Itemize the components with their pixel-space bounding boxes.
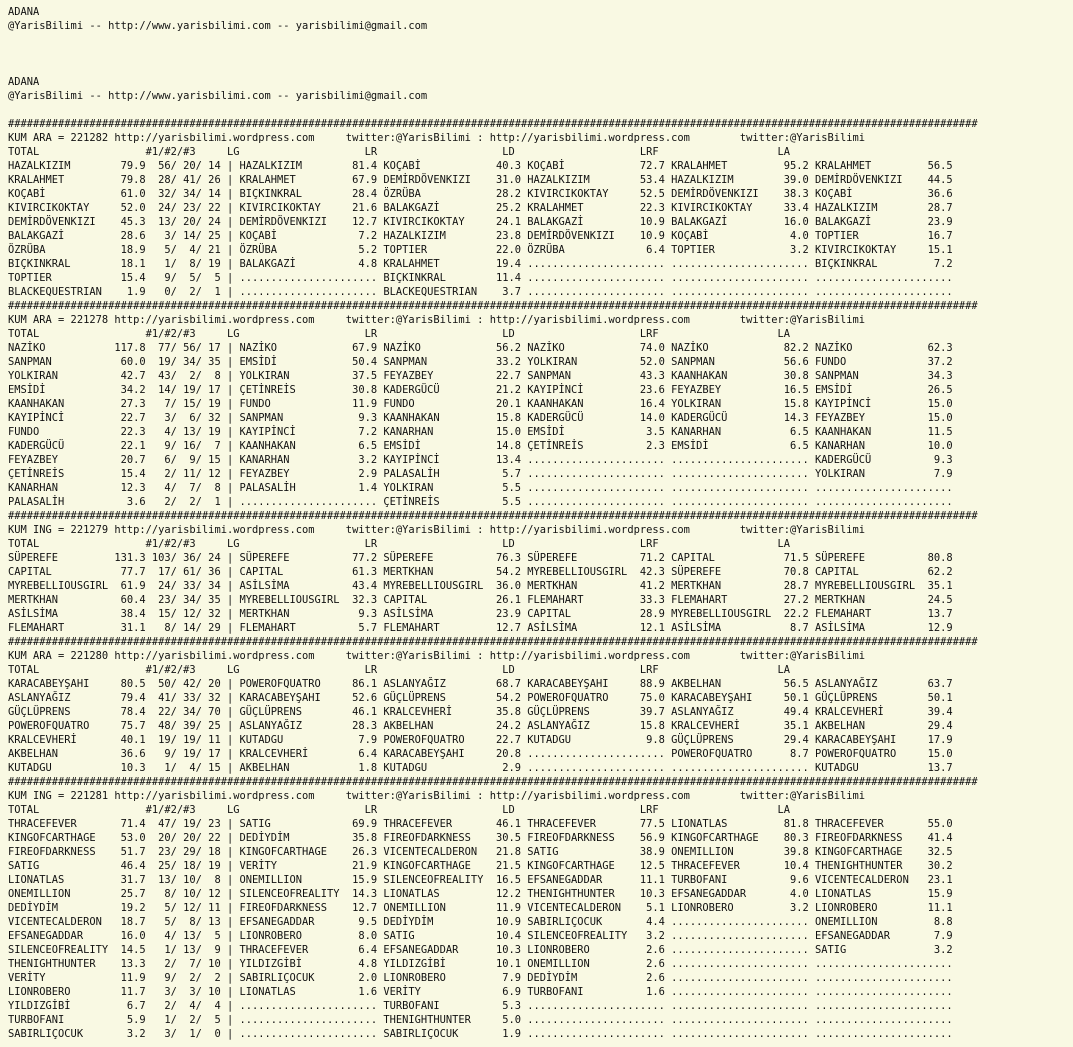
table-row: EMSİDİ 34.2 14/ 19/ 17 | ÇETİNREİS 30.8 KADERGÜCÜ 21.2 KAYIPİNCİ 23.6 FEYAZBEY 16.5 EMSİDİ 26.5	[8, 384, 953, 396]
table-row: KIVIRCIKOKTAY 52.0 24/ 23/ 22 | KIVIRCIKOKTAY 21.6 BALAKGAZİ 25.2 KRALAHMET 22.3 KIVIRCIKOKTAY 33.4 HAZALKIZIM 28.7	[8, 202, 953, 214]
table-row: LIONATLAS 31.7 13/ 10/ 8 | ONEMILLION 15.9 SILENCEOFREALITY 16.5 EFSANEGADDAR 11.1 TURBOFANI 9.6 VICENTECALDERON 23.1	[8, 874, 953, 886]
table-row: SILENCEOFREALITY 14.5 1/ 13/ 9 | THRACEFEVER 6.4 EFSANEGADDAR 10.3 LIONROBERO 2.6 ...................... SATIG 3.2	[8, 944, 953, 956]
table-row: THENIGHTHUNTER 13.3 2/ 7/ 10 | YILDIZGİBİ 4.8 YILDIZGİBİ 10.1 ONEMILLION 2.6 ...................... ......................	[8, 958, 953, 970]
table-row: SANPMAN 60.0 19/ 34/ 35 | EMSİDİ 50.4 SANPMAN 33.2 YOLKIRAN 52.0 SANPMAN 56.6 FUNDO 37.2	[8, 356, 953, 368]
table-row: THRACEFEVER 71.4 47/ 19/ 23 | SATIG 69.9 THRACEFEVER 46.1 THRACEFEVER 77.5 LIONATLAS 81.8 THRACEFEVER 55.0	[8, 818, 953, 830]
race-title: KUM ARA = 221282 http://yarisbilimi.wordpress.com twitter:@YarisBilimi : http://yarisbilimi.wordpress.com twitter:@YarisBilimi	[8, 132, 866, 144]
table-row: FIREOFDARKNESS 51.7 23/ 29/ 18 | KINGOFCARTHAGE 26.3 VICENTECALDERON 21.8 SATIG 38.9 ONEMILLION 39.8 KINGOFCARTHAGE 32.5	[8, 846, 953, 858]
table-row: NAZİKO 117.8 77/ 56/ 17 | NAZİKO 67.9 NAZİKO 56.2 NAZİKO 74.0 NAZİKO 82.2 NAZİKO 62.3	[8, 342, 953, 354]
race-title: KUM ING = 221279 http://yarisbilimi.wordpress.com twitter:@YarisBilimi : http://yarisbilimi.wordpress.com twitter:@YarisBilimi	[8, 524, 866, 536]
table-row: LIONROBERO 11.7 3/ 3/ 10 | LIONATLAS 1.6 VERİTY 6.9 TURBOFANI 1.6 ...................... ......................	[8, 986, 953, 998]
table-row: KAYIPİNCİ 22.7 3/ 6/ 32 | SANPMAN 9.3 KAANHAKAN 15.8 KADERGÜCÜ 14.0 KADERGÜCÜ 14.3 FEYAZBEY 15.0	[8, 412, 953, 424]
section-separator: ###########################################################################################################################################################	[8, 300, 978, 312]
table-row: DEDİYDİM 19.2 5/ 12/ 11 | FIREOFDARKNESS 12.7 ONEMILLION 11.9 VICENTECALDERON 5.1 LIONROBERO 3.2 LIONROBERO 11.1	[8, 902, 953, 914]
column-header-row: TOTAL #1/#2/#3 LG LR LD LRF LA	[8, 664, 790, 676]
table-row: POWEROFQUATRO 75.7 48/ 39/ 25 | ASLANYAĞIZ 28.3 AKBELHAN 24.2 ASLANYAĞIZ 15.8 KRALCEVHERİ 35.1 AKBELHAN 29.4	[8, 720, 953, 732]
race-title: KUM ARA = 221280 http://yarisbilimi.wordpress.com twitter:@YarisBilimi : http://yarisbilimi.wordpress.com twitter:@YarisBilimi	[8, 650, 866, 662]
column-header-row: TOTAL #1/#2/#3 LG LR LD LRF LA	[8, 328, 790, 340]
table-row: KOÇABİ 61.0 32/ 34/ 14 | BIÇKINKRAL 28.4 ÖZRÜBA 28.2 KIVIRCIKOKTAY 52.5 DEMİRDÖVENKIZI 38.3 KOÇABİ 36.6	[8, 188, 953, 200]
section-separator: ###########################################################################################################################################################	[8, 510, 978, 522]
table-row: KARACABEYŞAHI 80.5 50/ 42/ 20 | POWEROFQUATRO 86.1 ASLANYAĞIZ 68.7 KARACABEYŞAHI 88.9 AKBELHAN 56.5 ASLANYAĞIZ 63.7	[8, 678, 953, 690]
blank-line	[8, 103, 1073, 117]
table-row: FUNDO 22.3 4/ 13/ 19 | KAYIPİNCİ 7.2 KANARHAN 15.0 EMSİDİ 3.5 KANARHAN 6.5 KAANHAKAN 11.5	[8, 426, 953, 438]
blank-line	[8, 61, 1073, 75]
race-title: KUM ING = 221281 http://yarisbilimi.wordpress.com twitter:@YarisBilimi : http://yarisbilimi.wordpress.com twitter:@YarisBilimi	[8, 790, 866, 802]
table-row: ONEMILLION 25.7 8/ 10/ 12 | SILENCEOFREALITY 14.3 LIONATLAS 12.2 THENIGHTHUNTER 10.3 EFSANEGADDAR 4.0 LIONATLAS 15.9	[8, 888, 953, 900]
table-row: MYREBELLIOUSGIRL 61.9 24/ 33/ 34 | ASİLSİMA 43.4 MYREBELLIOUSGIRL 36.0 MERTKHAN 41.2 MERTKHAN 28.7 MYREBELLIOUSGIRL 35.1	[8, 580, 953, 592]
table-row: KRALCEVHERİ 40.1 19/ 19/ 11 | KUTADGU 7.9 POWEROFQUATRO 22.7 KUTADGU 9.8 GÜÇLÜPRENS 29.4 KARACABEYŞAHI 17.9	[8, 734, 953, 746]
table-row: DEMİRDÖVENKIZI 45.3 13/ 20/ 24 | DEMİRDÖVENKIZI 12.7 KIVIRCIKOKTAY 24.1 BALAKGAZİ 10.9 BALAKGAZİ 16.0 BALAKGAZİ 23.9	[8, 216, 953, 228]
table-row: GÜÇLÜPRENS 78.4 22/ 34/ 70 | GÜÇLÜPRENS 46.1 KRALCEVHERİ 35.8 GÜÇLÜPRENS 39.7 ASLANYAĞIZ 49.4 KRALCEVHERİ 39.4	[8, 706, 953, 718]
header-line: @YarisBilimi -- http://www.yarisbilimi.com -- yarisbilimi@gmail.com	[8, 90, 428, 102]
table-row: FLEMAHART 31.1 8/ 14/ 29 | FLEMAHART 5.7 FLEMAHART 12.7 ASİLSİMA 12.1 ASİLSİMA 8.7 ASİLSİMA 12.9	[8, 622, 953, 634]
table-row: BLACKEQUESTRIAN 1.9 0/ 2/ 1 | ...................... BLACKEQUESTRIAN 3.7 ...................... ...................... ......................	[8, 286, 953, 298]
table-row: ÇETİNREİS 15.4 2/ 11/ 12 | FEYAZBEY 2.9 PALASALİH 5.7 ...................... ...................... YOLKIRAN 7.9	[8, 468, 953, 480]
blank-line	[8, 47, 1073, 61]
table-row: MERTKHAN 60.4 23/ 34/ 35 | MYREBELLIOUSGIRL 32.3 CAPITAL 26.1 FLEMAHART 33.3 FLEMAHART 27.2 MERTKHAN 24.5	[8, 594, 953, 606]
table-row: ASLANYAĞIZ 79.4 41/ 33/ 32 | KARACABEYŞAHI 52.6 GÜÇLÜPRENS 54.2 POWEROFQUATRO 75.0 KARACABEYŞAHI 50.1 GÜÇLÜPRENS 50.1	[8, 692, 953, 704]
table-row: KINGOFCARTHAGE 53.0 20/ 20/ 22 | DEDİYDİM 35.8 FIREOFDARKNESS 30.5 FIREOFDARKNESS 56.9 KINGOFCARTHAGE 80.3 FIREOFDARKNESS 41.4	[8, 832, 953, 844]
header-line: @YarisBilimi -- http://www.yarisbilimi.com -- yarisbilimi@gmail.com	[8, 20, 428, 32]
blank-line	[8, 33, 1073, 47]
table-row: AKBELHAN 36.6 9/ 19/ 17 | KRALCEVHERİ 6.4 KARACABEYŞAHI 20.8 ...................... POWEROFQUATRO 8.7 POWEROFQUATRO 15.0	[8, 748, 953, 760]
column-header-row: TOTAL #1/#2/#3 LG LR LD LRF LA	[8, 804, 790, 816]
section-separator: ###########################################################################################################################################################	[8, 636, 978, 648]
table-row: ÖZRÜBA 18.9 5/ 4/ 21 | ÖZRÜBA 5.2 TOPTIER 22.0 ÖZRÜBA 6.4 TOPTIER 3.2 KIVIRCIKOKTAY 15.1	[8, 244, 953, 256]
table-row: KAANHAKAN 27.3 7/ 15/ 19 | FUNDO 11.9 FUNDO 20.1 KAANHAKAN 16.4 YOLKIRAN 15.8 KAYIPİNCİ 15.0	[8, 398, 953, 410]
table-row: SATIG 46.4 25/ 18/ 19 | VERİTY 21.9 KINGOFCARTHAGE 21.5 KINGOFCARTHAGE 12.5 THRACEFEVER 10.4 THENIGHTHUNTER 30.2	[8, 860, 953, 872]
table-row: YILDIZGİBİ 6.7 2/ 4/ 4 | ...................... TURBOFANI 5.3 ...................... ...................... ......................	[8, 1000, 953, 1012]
table-row: CAPITAL 77.7 17/ 61/ 36 | CAPITAL 61.3 MERTKHAN 54.2 MYREBELLIOUSGIRL 42.3 SÜPEREFE 70.8 CAPITAL 62.2	[8, 566, 953, 578]
column-header-row: TOTAL #1/#2/#3 LG LR LD LRF LA	[8, 146, 790, 158]
table-row: BALAKGAZİ 28.6 3/ 14/ 25 | KOÇABİ 7.2 HAZALKIZIM 23.8 DEMİRDÖVENKIZI 10.9 KOÇABİ 4.0 TOPTIER 16.7	[8, 230, 953, 242]
table-row: SÜPEREFE 131.3 103/ 36/ 24 | SÜPEREFE 77.2 SÜPEREFE 76.3 SÜPEREFE 71.2 CAPITAL 71.5 SÜPEREFE 80.8	[8, 552, 953, 564]
table-row: FEYAZBEY 20.7 6/ 9/ 15 | KANARHAN 3.2 KAYIPİNCİ 13.4 ...................... ...................... KADERGÜCÜ 9.3	[8, 454, 953, 466]
table-row: SABIRLIÇOCUK 3.2 3/ 1/ 0 | ...................... SABIRLIÇOCUK 1.9 ...................... ...................... ......................	[8, 1028, 953, 1040]
table-row: KANARHAN 12.3 4/ 7/ 8 | PALASALİH 1.4 YOLKIRAN 5.5 ...................... ...................... ......................	[8, 482, 953, 494]
table-row: EFSANEGADDAR 16.0 4/ 13/ 5 | LIONROBERO 8.0 SATIG 10.4 SILENCEOFREALITY 3.2 ...................... EFSANEGADDAR 7.9	[8, 930, 953, 942]
header-line: ADANA	[8, 6, 40, 18]
table-row: VERİTY 11.9 9/ 2/ 2 | SABIRLIÇOCUK 2.0 LIONROBERO 7.9 DEDİYDİM 2.6 ...................... ......................	[8, 972, 953, 984]
table-row: VICENTECALDERON 18.7 5/ 8/ 13 | EFSANEGADDAR 9.5 DEDİYDİM 10.9 SABIRLIÇOCUK 4.4 ...................... ONEMILLION 8.8	[8, 916, 953, 928]
table-row: TOPTIER 15.4 9/ 5/ 5 | ...................... BIÇKINKRAL 11.4 ...................... ...................... ......................	[8, 272, 953, 284]
table-row: YOLKIRAN 42.7 43/ 2/ 8 | YOLKIRAN 37.5 FEYAZBEY 22.7 SANPMAN 43.3 KAANHAKAN 30.8 SANPMAN 34.3	[8, 370, 953, 382]
table-row: KRALAHMET 79.8 28/ 41/ 26 | KRALAHMET 67.9 DEMİRDÖVENKIZI 31.0 HAZALKIZIM 53.4 HAZALKIZIM 39.0 DEMİRDÖVENKIZI 44.5	[8, 174, 953, 186]
table-row: PALASALİH 3.6 2/ 2/ 1 | ...................... ÇETİNREİS 5.5 ...................... ...................... ......................	[8, 496, 953, 508]
section-separator: ###########################################################################################################################################################	[8, 118, 978, 130]
table-row: ASİLSİMA 38.4 15/ 12/ 32 | MERTKHAN 9.3 ASİLSİMA 23.9 CAPITAL 28.9 MYREBELLIOUSGIRL 22.2 FLEMAHART 13.7	[8, 608, 953, 620]
section-separator: ###########################################################################################################################################################	[8, 776, 978, 788]
race-title: KUM ARA = 221278 http://yarisbilimi.wordpress.com twitter:@YarisBilimi : http://yarisbilimi.wordpress.com twitter:@YarisBilimi	[8, 314, 866, 326]
column-header-row: TOTAL #1/#2/#3 LG LR LD LRF LA	[8, 538, 790, 550]
table-row: KUTADGU 10.3 1/ 4/ 15 | AKBELHAN 1.8 KUTADGU 2.9 ...................... ...................... KUTADGU 13.7	[8, 762, 953, 774]
header-line: ADANA	[8, 76, 40, 88]
table-row: HAZALKIZIM 79.9 56/ 20/ 14 | HAZALKIZIM 81.4 KOÇABİ 40.3 KOÇABİ 72.7 KRALAHMET 95.2 KRALAHMET 56.5	[8, 160, 953, 172]
table-row: BIÇKINKRAL 18.1 1/ 8/ 19 | BALAKGAZİ 4.8 KRALAHMET 19.4 ...................... ...................... BIÇKINKRAL 7.2	[8, 258, 953, 270]
table-row: TURBOFANI 5.9 1/ 2/ 5 | ...................... THENIGHTHUNTER 5.0 ...................... ...................... ......................	[8, 1014, 953, 1026]
table-row: KADERGÜCÜ 22.1 9/ 16/ 7 | KAANHAKAN 6.5 EMSİDİ 14.8 ÇETİNREİS 2.3 EMSİDİ 6.5 KANARHAN 10.0	[8, 440, 953, 452]
